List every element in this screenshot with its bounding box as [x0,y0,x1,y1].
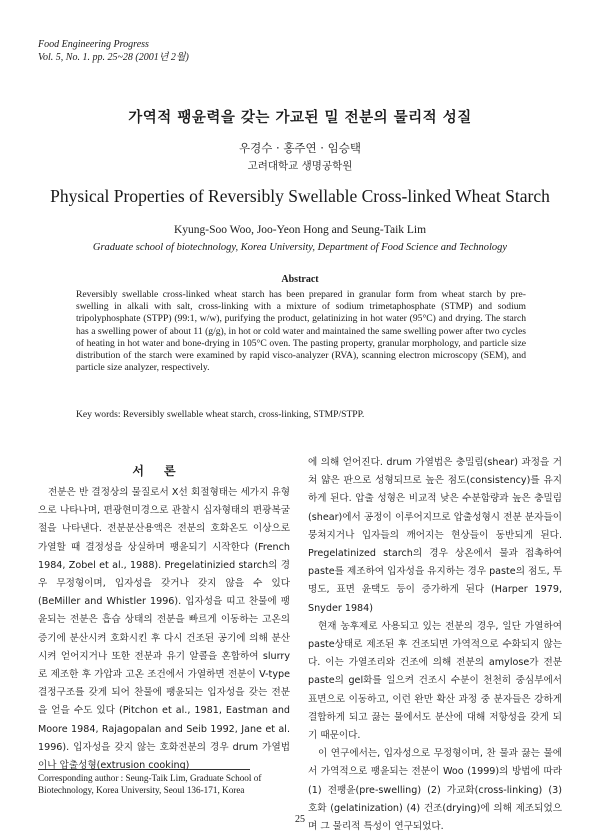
section-heading-introduction: 서론 [132,464,196,478]
english-affiliation: Graduate school of biotechnology, Korea University, Department of Food Science and Technology [92,242,508,253]
korean-authors: 우경수 · 홍주연 · 임승택 [239,141,361,155]
corresponding-author-footnote: Corresponding author : Seung-Taik Lim, Graduate School of Biotechnology, Korea University, Seoul 136-171, Korea [38,773,262,795]
page-number: 25 [295,814,305,825]
intro-paragraph-1: 전분은 반 결정상의 물질로서 X선 회절형태는 세가지 유형으로 나타나며, 편광현미경으로 관찰시 십자형태의 편광복굴절을 나타낸다. 전분분산용액은 전분의 호화온도 이상으로 가열할 때 결정성을 상실하며 팽윤되기 시작한다 (French 1984, Zobel et al., 1988). Pregelatinizied starch의 경우 무정형이며, 입자성을 갖거나 갖지 않을 수 있다 (BeMiller and Whistler 1996). 입자성을 띠고 찬물에 팽윤되는 전분은 흡습 상태의 전분을 빠르게 이동하는 고온의 증기에 분산시켜 호화시킨 후 다시 건조된 공기에 의해 분산시켜 얻어지거나 또한 전분과 유기 알콜을 혼합하여 slurry로 제조한 후 가압과 고온 조건에서 가열하면 전분이 V-type 결정구조를 갖게 되어 찬물에 팽윤되는 입자성을 갖는 전분을 얻을 수도 있다 (Pitchon et al., 1981, Eastman and Moore 1984, Rajagopalan and Seib 1992, Jane et al. 1996). 입자성을 갖지 않는 호화전분의 경우 drum 가열법이나 압출성형(extrusion cooking) [38,487,290,772]
left-column [38,484,290,775]
abstract-body: Reversibly swellable cross-linked wheat starch has been prepared in granular form from wheat starch by pre-swelling in alkali with salt, cross-linking with a mixture of sodium trimetaphosphate (STMP) and sodium tripolyphosphate (STPP) (99:1, w/w), purifying the product, gelatinizing in hot water (95°C) and drying. The starch has a swelling power of about 11 (g/g), in hot or cold water and maintained the same swelling power after two cycles of heating in hot water and bone-drying in 105°C oven. The pasting property, granular morphology, and particle size distribution of the starch were examined by rapid visco-analyzer (RVA), scanning electron microscopy (SEM), and particle size analyzer, respectively. [76,289,526,374]
intro-paragraph-1-continued: 에 의해 얻어진다. drum 가열법은 충밀림(shear) 과정을 거쳐 얇은 판으로 성형되므로 높은 점도(consistency)를 유지하게 된다. 압출 성형은 비교적 낮은 수분함량과 높은 충밀림(shear)에서 공정이 이루어지므로 압출성형시 전분 분자들이 뭉쳐지거나 입자들의 깨어지는 현상들이 동반되게 된다. Pregelatinized starch의 경우 상온에서 물과 접촉하여 paste를 제조하여 입자성을 유지하는 경우 paste의 점도, 투명도, 표면 윤택도 등이 증가하게 된다 (Harper 1979, Snyder 1984) [308,457,562,614]
right-column [308,454,562,836]
korean-affiliation: 고려대학교 생명공학원 [247,160,353,172]
journal-name: Food Engineering Progress [38,39,149,50]
intro-paragraph-2: 현재 농후제로 사용되고 있는 전분의 경우, 일단 가열하여 paste상태로 제조된 후 건조되면 가역적으로 수화되지 않는다. 이는 가열조리와 건조에 의해 전분의 amylose가 전분 paste의 gel화를 일으켜 건조시 수분이 천천히 중심부에서 표면으로 이동하고, 이런 완만 확산 과정 중 분자들은 강하게 결합하게 되고 끓는 물에서도 분산에 대해 저항성을 갖게 되기 때문이다. [308,620,562,742]
footnote-divider [38,769,250,770]
korean-title: 가역적 팽윤력을 갖는 가교된 밀 전분의 물리적 성질 [128,110,472,126]
intro-paragraph-3: 이 연구에서는, 입자성으로 무정형이며, 찬 물과 끓는 물에서 가역적으로 팽윤되는 전분이 Woo (1999)의 방법에 따라 (1) 전팽윤(pre-swelling) (2) 가교화(cross-linking) (3) 호화 (gelatinization) (4) 건조(drying)에 의해 제조되었으며 그 물리적 특성이 연구되었다. [308,748,562,833]
journal-volume: Vol. 5, No. 1. pp. 25~28 (2001년 2월) [38,52,189,63]
english-authors: Kyung-Soo Woo, Joo-Yeon Hong and Seung-Taik Lim [173,224,427,236]
english-title: Physical Properties of Reversibly Swellable Cross-linked Wheat Starch [50,186,550,206]
keywords: Key words: Reversibly swellable wheat starch, cross-linking, STMP/STPP. [76,409,365,420]
journal-header [38,38,189,64]
abstract-heading: Abstract [281,274,319,285]
